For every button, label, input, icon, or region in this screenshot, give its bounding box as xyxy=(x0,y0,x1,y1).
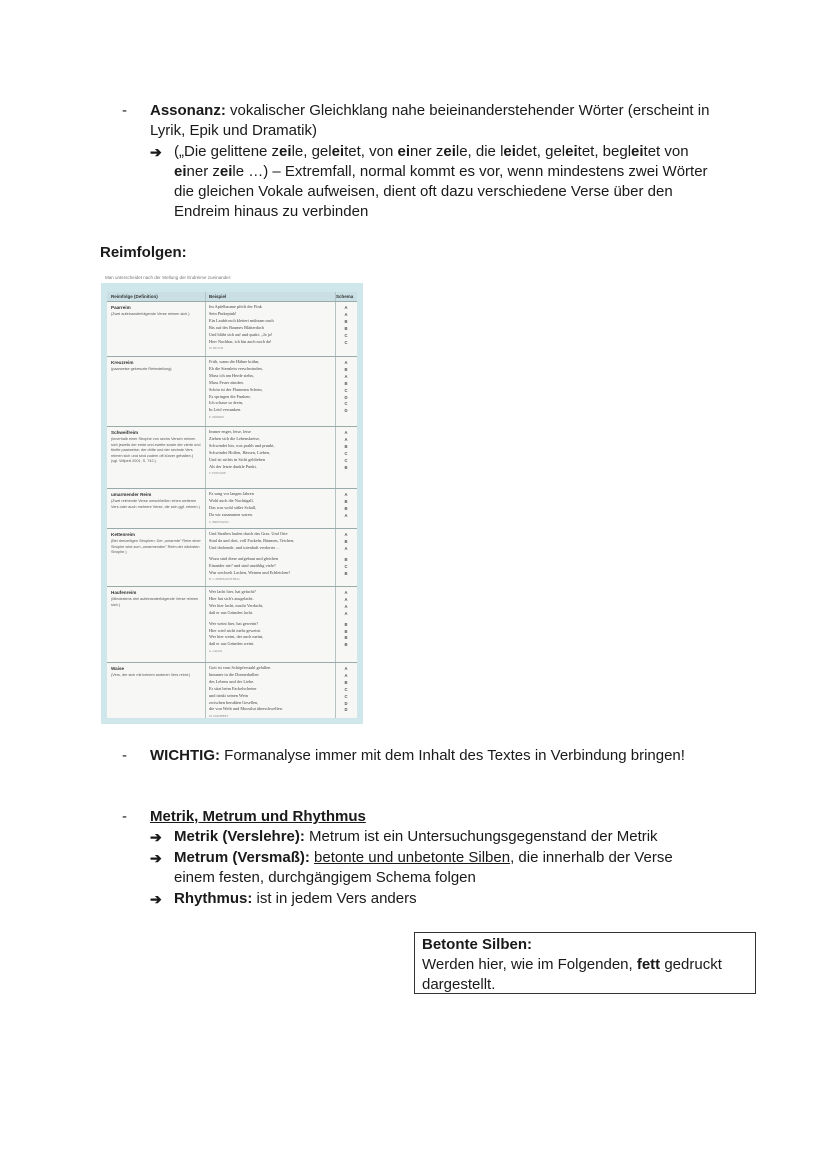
rhyme-example xyxy=(209,531,331,583)
metrik-heading: Metrik, Metrum und Rhythmus xyxy=(150,808,366,825)
table-row xyxy=(107,301,357,357)
assonanz-def-line1: vokalischer Gleichklang nahe beieinanderstehender Wörter (erscheint in xyxy=(225,102,710,119)
example-author: H. v. HOFMANNSTHAL xyxy=(209,577,241,582)
wichtig-term: WICHTIG: xyxy=(150,747,220,764)
schema-letter: C xyxy=(344,457,348,463)
example-line: Ein Laubfrosch klettert mühsam nach xyxy=(209,317,274,323)
example-line: Ziehen sich die Lebenskreise, xyxy=(209,435,261,441)
schema-letter: B xyxy=(344,318,348,324)
bullet-dash: - xyxy=(122,808,127,825)
example-line: daß er aus Gründen weint. xyxy=(209,641,255,647)
schema-letter: A xyxy=(344,545,348,551)
schema-letter: A xyxy=(344,610,348,616)
schema-letter: A xyxy=(344,373,348,379)
example-line: Wozu sind diese aufgebaut und gleichen xyxy=(209,555,279,561)
example-line: Eh die Sternlein verschwinden, xyxy=(209,365,263,371)
example-line: hinunter in die Donnerhallen xyxy=(209,671,259,677)
reimfolgen-table-image xyxy=(101,275,363,724)
example-line: Sind da und dort, voll Fackeln, Bäumen, Teichen, xyxy=(209,537,295,543)
assonanz-definition xyxy=(150,101,750,141)
table-top-note: Man unterscheidet nach der Stellung der Endreime zueinander: xyxy=(105,275,232,280)
rhyme-example xyxy=(209,304,331,352)
schema-letter: B xyxy=(344,642,348,648)
schema-letter: C xyxy=(344,450,348,456)
schema-letter: A xyxy=(344,590,348,595)
schema-letter: A xyxy=(344,532,348,537)
example-line: Schwindet hin, was prahlt und prunkt, xyxy=(209,442,275,448)
schema-letter: B xyxy=(344,366,348,372)
example-line: Ich schaue so drein, xyxy=(209,400,244,406)
rhyme-schema xyxy=(341,590,351,649)
assonanz-example-line2: einer zeile …) – Extremfall, normal kommt es vor, wenn mindestens zwei Wörter xyxy=(174,163,708,180)
example-line: Und ist nichts in Sicht geblieben xyxy=(209,456,265,462)
example-line: Muss ich am Herde stehn, xyxy=(209,372,254,378)
box-bold-word: fett xyxy=(636,956,661,973)
example-line: Da wir zusammen waren. xyxy=(209,511,253,517)
assonanz-example xyxy=(174,142,754,222)
example-line: Muss Feuer zünden. xyxy=(209,379,244,385)
example-author: G. GRASS xyxy=(209,649,223,654)
schema-letter: D xyxy=(344,700,348,706)
rhyme-name: Paarreim xyxy=(111,305,131,310)
schema-letter: D xyxy=(344,707,348,713)
rhyme-example xyxy=(209,589,331,655)
example-line: des Lebens und der Liebe. xyxy=(209,678,255,684)
schema-letter: A xyxy=(344,360,348,365)
example-line: und trinkt seinen Wein xyxy=(209,692,248,698)
rhyme-name: Schweifreim xyxy=(111,430,139,435)
rhyme-schema xyxy=(341,360,351,415)
rhyme-example xyxy=(209,429,331,477)
example-line: Schön ist der Flammen Schein, xyxy=(209,386,263,392)
rhyme-definition: (Bei dreizeiligen Strophen: Der „umarmte" Reim einer Strophe wird zum „umarmenden" Reim der nächsten Strophe.) xyxy=(111,539,201,555)
example-author: C. BRENTANO xyxy=(209,519,229,524)
example-line: Wer lacht hier, hat gelacht? xyxy=(209,589,256,594)
example-line: zwischen berußten Gesellen, xyxy=(209,699,259,705)
betonte-silben-box xyxy=(414,932,756,994)
example-line: Und bläht sich auf und quakt: „Ja ja! xyxy=(209,331,273,337)
example-line: Und Straßen laufen durch das Gras. Und Orte xyxy=(209,531,288,536)
schema-letter: A xyxy=(344,492,348,497)
bullet-dash: - xyxy=(122,102,127,119)
example-line: Sein Pinkepink! xyxy=(209,310,237,316)
rhyme-definition: (Vers, der sich mit keinem anderen Vers reimt.) xyxy=(111,673,191,677)
box-title: Betonte Silben: xyxy=(422,936,533,953)
assonanz-example-line1: („Die gelittene zeile, geleitet, von einer zeile, die leidet, geleitet, begleitet von xyxy=(174,143,689,160)
rhyme-schema xyxy=(341,430,351,471)
bullet-dash: - xyxy=(122,747,127,764)
arrow-icon: ➔ xyxy=(150,850,162,866)
box-line1 xyxy=(422,955,748,975)
rhyme-definition: (Zwei reimende Verse umschließen einen weiteren Vers oder auch mehrere Verse, die sich ggf. reimen.) xyxy=(111,499,200,509)
header-reimfolge: Reimfolge (Definition) xyxy=(111,294,158,299)
example-line: Immer enger, leise, leise xyxy=(209,429,251,434)
schema-letter: B xyxy=(344,538,348,544)
schema-letter: A xyxy=(344,512,348,518)
example-line: Es sang vor langen Jahren xyxy=(209,491,254,496)
example-line: Hier hat sich's ausgelacht. xyxy=(209,595,254,601)
example-line: Früh, wann die Hähne krähn, xyxy=(209,359,260,364)
table-row xyxy=(107,586,357,663)
schema-letter: B xyxy=(344,628,348,634)
example-line: Es springen die Funken; xyxy=(209,393,251,399)
schema-letter: A xyxy=(344,603,348,609)
metrik-item-rhythmus xyxy=(174,889,417,909)
table-row xyxy=(107,528,357,587)
example-line: Er sitzt beim Fackelscheine xyxy=(209,685,257,691)
schema-letter: D xyxy=(344,394,348,400)
item-term: Metrum (Versmaß): xyxy=(174,849,310,866)
rhyme-name: umarmender Reim xyxy=(111,492,152,497)
rhyme-example xyxy=(209,665,331,720)
rhyme-schema xyxy=(341,492,351,520)
header-schema: Schema xyxy=(336,294,354,299)
schema-letter: A xyxy=(344,596,348,602)
wichtig-note xyxy=(150,746,685,766)
rhyme-example xyxy=(209,491,331,526)
schema-letter: B xyxy=(344,505,348,511)
rhyme-definition: (innerhalb einer Strophe von sechs Versen reimen sich jeweils der erste und zweite sowie der vierte und fünfte paarweise; der dritte und der sechste Vers reimen sich und sind zudem oft kürzer gehalten.) (vgl. Wilpert 2001, S. 742.) xyxy=(111,437,201,464)
schema-letter: B xyxy=(344,556,348,562)
schema-letter: A xyxy=(344,311,348,317)
rhyme-definition: (Mindestens drei aufeinanderfolgende Verse reimen sich.) xyxy=(111,597,199,607)
table-row xyxy=(107,356,357,427)
wichtig-text: Formanalyse immer mit dem Inhalt des Textes in Verbindung bringen! xyxy=(219,747,685,764)
example-line: Im Apfelbaume pfeift der Fink xyxy=(209,304,262,309)
example-author: W. BUSCH xyxy=(209,346,224,351)
schema-letter: C xyxy=(344,339,348,345)
metrik-item-versmass xyxy=(174,848,734,888)
reimfolgen-table xyxy=(107,292,357,718)
table-row xyxy=(107,662,357,719)
schema-letter: B xyxy=(344,498,348,504)
example-line: Gott ist vom Schöpferstuhl gefallen xyxy=(209,665,271,670)
example-line: Herr Nachbar, ich bin auch noch da! xyxy=(209,338,272,344)
schema-letter: C xyxy=(344,563,348,569)
schema-letter: C xyxy=(344,693,348,699)
arrow-icon: ➔ xyxy=(150,891,162,907)
item-term: Metrik (Verslehre): xyxy=(174,828,305,845)
item-underlined: betonte und unbetonte Silben xyxy=(314,849,511,866)
example-author: T. FONTANE xyxy=(209,471,226,476)
assonanz-term: Assonanz: xyxy=(150,102,226,119)
schema-letter: B xyxy=(344,464,348,470)
metrik-item-verslehre xyxy=(174,827,658,847)
schema-letter: A xyxy=(344,430,348,435)
box-text: Werden hier, wie im Folgenden, xyxy=(422,956,637,973)
item-term: Rhythmus: xyxy=(174,890,253,907)
schema-letter: B xyxy=(344,380,348,386)
rhyme-name: Waise xyxy=(111,666,125,671)
example-line: Was wechselt Lachen, Weinen und Erbleichen? xyxy=(209,569,291,575)
schema-letter: C xyxy=(344,401,348,407)
example-line: daß er aus Gründen lacht. xyxy=(209,609,254,615)
item-text: ist in jedem Vers anders xyxy=(252,890,417,907)
schema-letter: B xyxy=(344,325,348,331)
rhyme-name: Haufenreim xyxy=(111,590,137,595)
example-line: Einander nie? und sind unzählig viele? xyxy=(209,562,276,568)
example-line: Wer hier weint, der auch meint, xyxy=(209,634,264,640)
example-line: Wer weint hier, hat geweint? xyxy=(209,620,259,626)
rhyme-schema xyxy=(341,666,351,714)
schema-letter: D xyxy=(344,408,348,414)
rhyme-example xyxy=(209,359,331,421)
example-line: Als der letzte dunkle Punkt. xyxy=(209,463,257,469)
schema-letter: A xyxy=(344,305,348,310)
example-line: In Leid versunken. xyxy=(209,407,242,413)
header-beispiel: Beispiel xyxy=(209,294,227,299)
example-line: Und drohende, und totenhaft verdorrte ... xyxy=(209,544,280,550)
table-row xyxy=(107,488,357,529)
assonanz-def-line2: Lyrik, Epik und Dramatik) xyxy=(150,122,317,139)
arrow-icon: ➔ xyxy=(150,829,162,845)
schema-letter: C xyxy=(344,332,348,338)
example-line: Wer hier lacht, macht Verdacht, xyxy=(209,602,264,608)
schema-letter: B xyxy=(344,570,348,576)
rhyme-name: Kreuzreim xyxy=(111,360,134,365)
schema-letter: C xyxy=(344,686,348,692)
rhyme-definition: (Zwei aufeinanderfolgende Verse reimen sich.) xyxy=(111,312,190,316)
schema-letter: A xyxy=(344,672,348,678)
item-text-continued: einem festen, durchgängigem Schema folgen xyxy=(174,869,476,886)
example-line: Schwindet Hoffen, Hassen, Lieben, xyxy=(209,449,271,455)
example-line: Wohl auch die Nachtigall, xyxy=(209,497,254,503)
item-text: , die innerhalb der Verse xyxy=(510,849,673,866)
example-line: die von Weib und Moostlut überschwellen. xyxy=(209,706,283,712)
example-line: Das war wohl süßer Schall, xyxy=(209,504,257,510)
table-row xyxy=(107,426,357,489)
box-text: gedruckt xyxy=(660,956,722,973)
schema-letter: B xyxy=(344,443,348,449)
schema-letter: A xyxy=(344,436,348,442)
box-line2: dargestellt. xyxy=(422,976,496,993)
rhyme-schema xyxy=(341,532,351,577)
schema-letter: C xyxy=(344,387,348,393)
schema-letter: B xyxy=(344,635,348,641)
schema-letter: A xyxy=(344,666,348,671)
reimfolgen-heading: Reimfolgen: xyxy=(100,244,187,261)
example-line: Hier wird nicht mehr geweint. xyxy=(209,627,261,633)
example-author: M. MOMBERT xyxy=(209,714,229,719)
rhyme-name: Kettenreim xyxy=(111,532,135,537)
schema-letter: B xyxy=(344,621,348,627)
example-line: Bis auf des Baumes Blätterdach xyxy=(209,324,264,330)
arrow-icon: ➔ xyxy=(150,144,162,160)
table-header xyxy=(107,292,357,301)
rhyme-schema xyxy=(341,305,351,346)
example-author: E. MÖRIKE xyxy=(209,415,225,420)
assonanz-example-line4: Endreim hinaus zu verbinden xyxy=(174,203,369,220)
item-text: Metrum ist ein Untersuchungsgegenstand der Metrik xyxy=(304,828,658,845)
schema-letter: B xyxy=(344,679,348,685)
rhyme-definition: (paarweise gekreuzte Reimstellung) xyxy=(111,367,172,371)
assonanz-example-line3: die gleichen Vokale aufweisen, dient oft dazu verschiedene Verse über den xyxy=(174,183,673,200)
